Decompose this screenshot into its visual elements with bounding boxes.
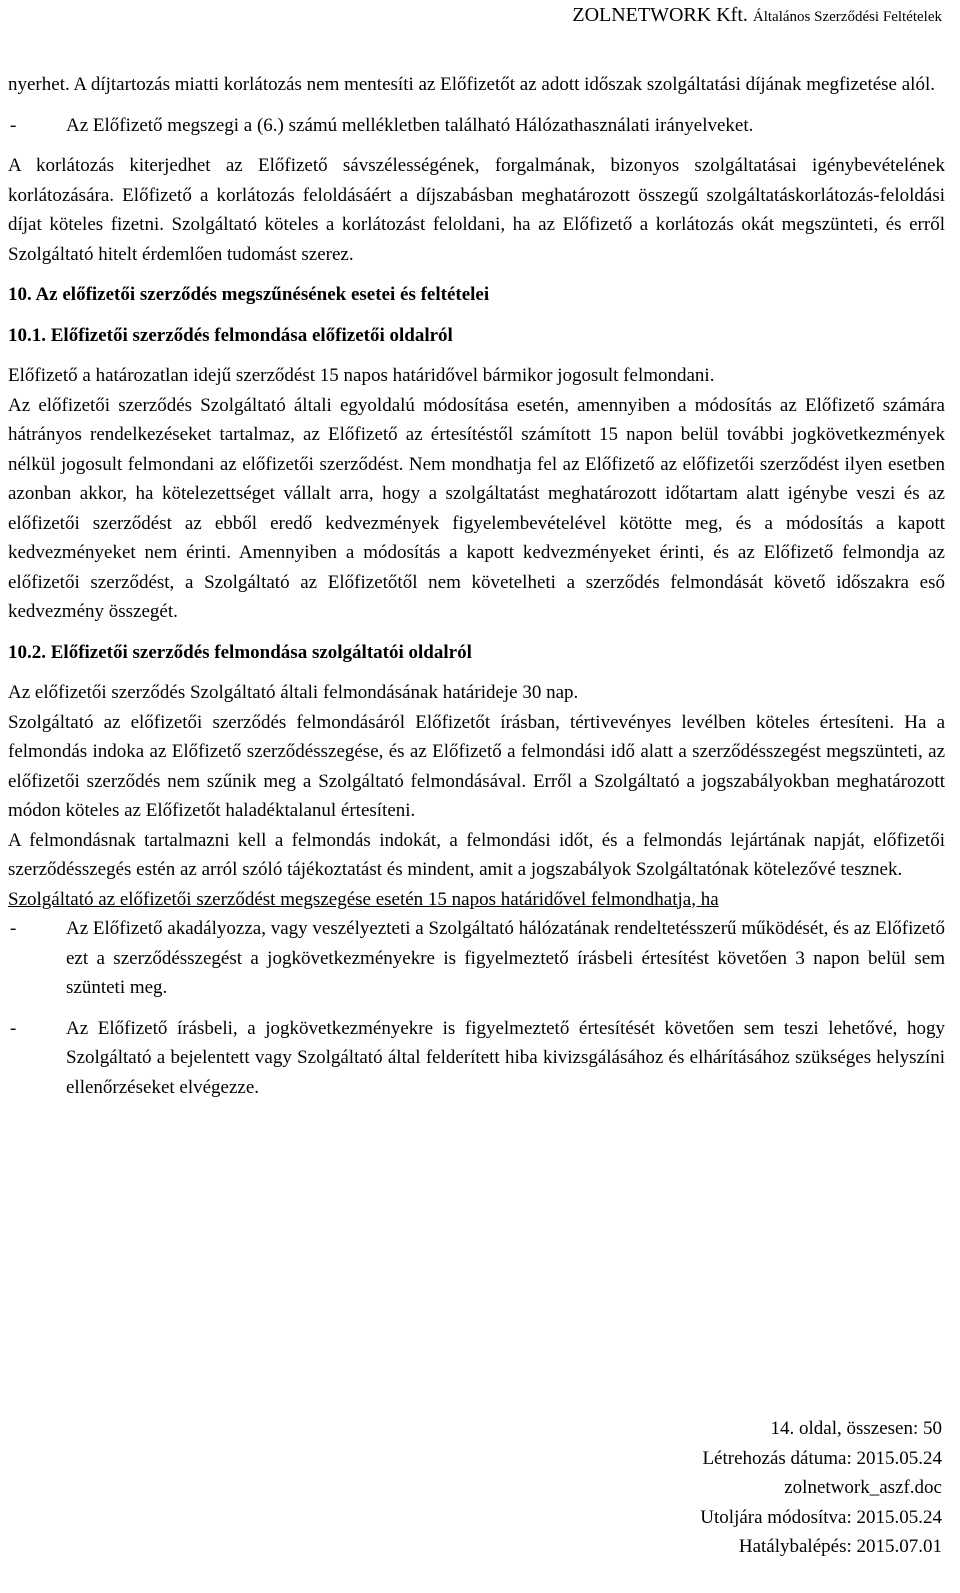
page-footer <box>700 1414 942 1562</box>
footer-page-number: 14. oldal, összesen: 50 <box>770 1418 942 1439</box>
header-company: ZOLNETWORK Kft. <box>572 4 748 26</box>
footer-effective-date: Hatálybalépés: 2015.07.01 <box>738 1536 942 1557</box>
paragraph-intro: nyerhet. A díjtartozás miatti korlátozás nem mentesíti az Előfizetőt az adott időszak szolgáltatási díjának megfizetése alól. <box>8 74 935 95</box>
dash-marker: - <box>10 1017 17 1039</box>
section-heading-10: 10. Az előfizetői szerződés megszűnésének esetei és feltételei <box>8 284 490 305</box>
list-item-text: Az Előfizető megszegi a (6.) számú mellékletben található Hálózathasználati irányelveket. <box>66 114 754 136</box>
footer-filename: zolnetwork_aszf.doc <box>784 1477 942 1498</box>
list-item <box>8 111 945 141</box>
page-header <box>572 4 942 27</box>
section-heading-10-1: 10.1. Előfizetői szerződés felmondása előfizetői oldalról <box>8 324 453 346</box>
paragraph-10-2-c: A felmondásnak tartalmazni kell a felmondás indokát, a felmondási időt, és a felmondás lejártának napját, előfizetői szerződésszegés estén az arról szóló tájékoztatást és mindent, amit a jogszabályok Szolgáltatónak kötelezővé tesznek. <box>8 829 945 880</box>
section-heading-10-2: 10.2. Előfizetői szerződés felmondása szolgáltatói oldalról <box>8 641 472 663</box>
list-item <box>8 1014 945 1103</box>
footer-created-date: Létrehozás dátuma: 2015.05.24 <box>702 1447 942 1469</box>
paragraph-10-2-a: Az előfizetői szerződés Szolgáltató általi felmondásának határideje 30 nap. <box>8 682 579 703</box>
header-doc-title: Általános Szerződési Feltételek <box>752 9 942 25</box>
paragraph-10-1-b: Az előfizetői szerződés Szolgáltató általi egyoldalú módosítása esetén, amennyiben a módosítás az Előfizető számára hátrányos rendelkezéseket tartalmaz, az Előfizető az értesítéstől számított 15 napon belül további jogkövetkezmények nélkül jogosult felmondani az előfizetői szerződést. Nem mondhatja fel az Előfizető az előfizetői szerződést ilyen esetben azonban akkor, ha kötelezettséget vállalt arra, hogy a szolgáltatást meghatározott időtartam alatt igénybe veszi és az előfizetői szerződést az ebből eredő kedvezmények figyelembevételével kötötte meg, és a módosítás a kapott kedvezményeket nem érinti. Amennyiben a módosítás a kapott kedvezményeket érinti, és az Előfizető felmondja az előfizetői szerződést, a Szolgáltató az Előfizetőtől nem követelheti a szerződés felmondását követő időszakra eső kedvezmény összegét. <box>8 394 945 622</box>
paragraph-limitation: A korlátozás kiterjedhet az Előfizető sávszélességének, forgalmának, bizonyos szolgáltatásai igénybevételének korlátozására. Előfizető a korlátozás feloldásáért a díjszabásban meghatározott összegű szolgáltatáskorlátozás-feloldási díjat köteles fizetni. Szolgáltató köteles a korlátozást feloldani, ha az Előfizető a korlátozás okát megszünteti, és erről Szolgáltató hitelt érdemlően tudomást szerez. <box>8 155 945 265</box>
paragraph-10-2-b: Szolgáltató az előfizetői szerződés felmondásáról Előfizetőt írásban, tértivevényes levélben köteles értesíteni. Ha a felmondás indoka az Előfizető szerződésszegése, és az Előfizető a felmondási idő alatt a szerződésszegést megszünteti, az előfizetői szerződés nem szűnik meg a Szolgáltató felmondásával. Erről a Szolgáltató a jogszabályokban meghatározott módon köteles az Előfizetőt haladéktalanul értesíteni. <box>8 711 945 821</box>
list-item-text: Az Előfizető írásbeli, a jogkövetkezményekre is figyelmeztető értesítését követően sem teszi lehetővé, hogy Szolgáltató a bejelentett vagy Szolgáltató által felderített hiba kivizsgálásához és elhárításához szükséges helyszíni ellenőrzéseket elvégezze. <box>66 1017 945 1098</box>
dash-marker: - <box>10 114 17 136</box>
paragraph-10-2-underlined: Szolgáltató az előfizetői szerződést megszegése esetén 15 napos határidővel felmondhatja, ha <box>8 888 719 910</box>
list-item <box>8 914 945 1003</box>
dash-marker: - <box>10 918 17 939</box>
paragraph-10-1-a: Előfizető a határozatlan idejű szerződést 15 napos határidővel bármikor jogosult felmondani. <box>8 365 715 386</box>
list-item-text: Az Előfizető akadályozza, vagy veszélyezteti a Szolgáltató hálózatának rendeltetésszerű működését, és az Előfizető ezt a szerződésszegést a jogkövetkezményekre is figyelmeztető írásbeli értesítést követően 3 napon belül sem szünteti meg. <box>66 918 945 998</box>
footer-modified-date: Utoljára módosítva: 2015.05.24 <box>700 1506 942 1528</box>
document-body <box>8 70 945 1102</box>
